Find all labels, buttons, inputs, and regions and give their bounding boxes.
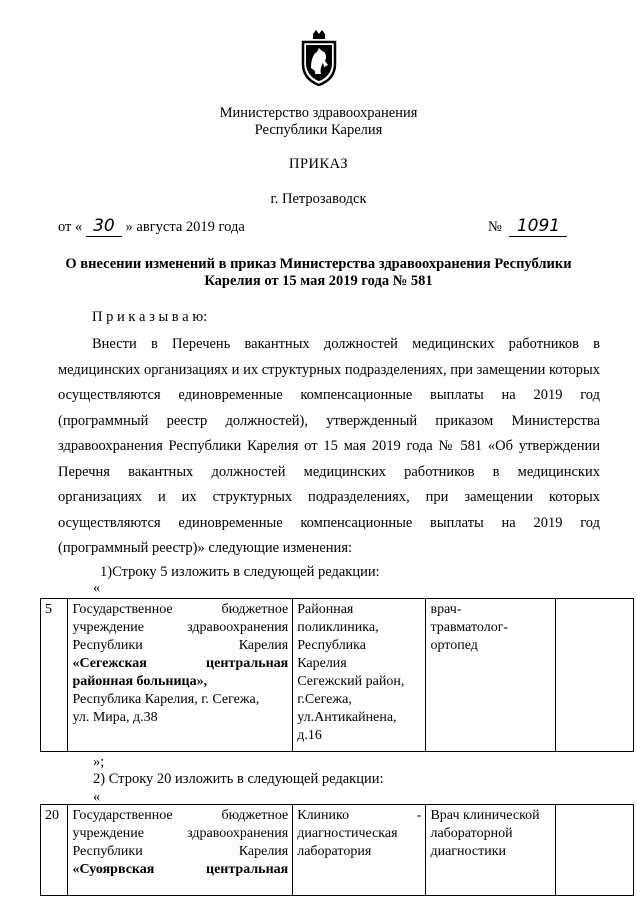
addr-line: г.Сегежа, — [297, 692, 352, 707]
item1-text: 1)Строку 5 изложить в следующей редакции: — [100, 564, 380, 580]
date-prefix: от « — [58, 219, 83, 235]
addr-line: Клинико - — [297, 808, 422, 823]
table-row-5 — [40, 598, 634, 752]
table-row — [41, 805, 634, 896]
cell-position — [426, 805, 555, 896]
city-line: г. Петрозаводск — [270, 191, 367, 207]
order-number — [488, 216, 567, 237]
org-line: учреждение здравоохранения — [72, 620, 289, 635]
cell-address — [293, 805, 426, 896]
org-line: «Суоярвская центральная — [72, 862, 289, 877]
pos-line: травматолог- — [430, 620, 509, 635]
date-suffix: » августа 2019 года — [125, 219, 245, 235]
ministry-name-line1: Министерство здравоохранения — [219, 105, 418, 121]
addr-line: Районная — [297, 602, 354, 617]
table-row-20 — [40, 804, 634, 896]
org-line: Государственное бюджетное — [72, 808, 289, 823]
number-value-handwritten: 1091 — [509, 216, 567, 237]
pos-line: Врач клинической — [430, 808, 540, 823]
order-word: П р и к а з ы в а ю: — [92, 309, 208, 325]
number-label: № — [488, 219, 502, 235]
addr-line: диагностическая — [297, 826, 398, 841]
addr-line: ул.Антикайнена, — [297, 710, 397, 725]
karelia-coat-of-arms-icon — [299, 30, 339, 86]
close-quote-1: »; — [93, 754, 105, 770]
cell-empty — [555, 805, 633, 896]
org-line: ул. Мира, д.38 — [72, 710, 158, 725]
table-row — [41, 599, 634, 752]
org-line: Государственное бюджетное — [72, 602, 289, 617]
org-line: районная больница», — [72, 674, 208, 689]
date-day-handwritten: 30 — [86, 216, 122, 237]
addr-line: Карелия — [297, 656, 347, 671]
pos-line: лабораторной — [430, 826, 513, 841]
org-line: Республика Карелия, г. Сегежа, — [72, 692, 260, 707]
coat-of-arms-emblem — [299, 30, 339, 86]
org-line: «Сегежская центральная — [72, 656, 289, 671]
order-title-line1: О внесении изменений в приказ Министерства здравоохранения Республики — [65, 256, 572, 272]
ministry-name-line2: Республики Карелия — [254, 122, 383, 138]
order-date — [58, 216, 245, 237]
paragraph-text: Внести в Перечень вакантных должностей медицинских работников в медицинских организациях и их структурных подразделениях, при замещении которых осуществляются единовременные компенсационные выплаты на 2019 год (программный реестр должностей), утвержденный приказом Министерства здравоохранения Республики Карелия от 15 мая 2019 года № 581 «Об утверждении Перечня вакантных должностей медицинских работников в медицинских организациях и их структурных подразделениях, при замещении которых осуществляются единовременные компенсационные выплаты на 2019 год (программный реестр)» следующие изменения: — [58, 336, 600, 556]
cell-organization — [68, 599, 293, 752]
order-title-line2: Карелия от 15 мая 2019 года № 581 — [204, 273, 433, 289]
item2-text: 2) Строку 20 изложить в следующей редакции: — [93, 771, 384, 787]
addr-line: Республика — [297, 638, 366, 653]
cell-organization — [68, 805, 293, 896]
pos-line: диагностики — [430, 844, 506, 859]
addr-line: д.16 — [297, 728, 322, 743]
cell-number: 5 — [41, 599, 68, 752]
cell-address — [293, 599, 426, 752]
addr-line: лаборатория — [297, 844, 372, 859]
org-line: Республики Карелия — [72, 844, 289, 859]
main-paragraph — [58, 332, 600, 562]
open-quote-1: « — [93, 580, 101, 596]
cell-number: 20 — [41, 805, 68, 896]
pos-line: ортопед — [430, 638, 478, 653]
addr-line: Сегежский район, — [297, 674, 405, 689]
open-quote-2: « — [93, 789, 101, 805]
cell-empty — [555, 599, 633, 752]
doc-type-title: ПРИКАЗ — [288, 156, 349, 172]
org-line: Республики Карелия — [72, 638, 289, 653]
org-line: учреждение здравоохранения — [72, 826, 289, 841]
cell-position — [426, 599, 555, 752]
addr-line: поликлиника, — [297, 620, 379, 635]
pos-line: врач- — [430, 602, 462, 617]
